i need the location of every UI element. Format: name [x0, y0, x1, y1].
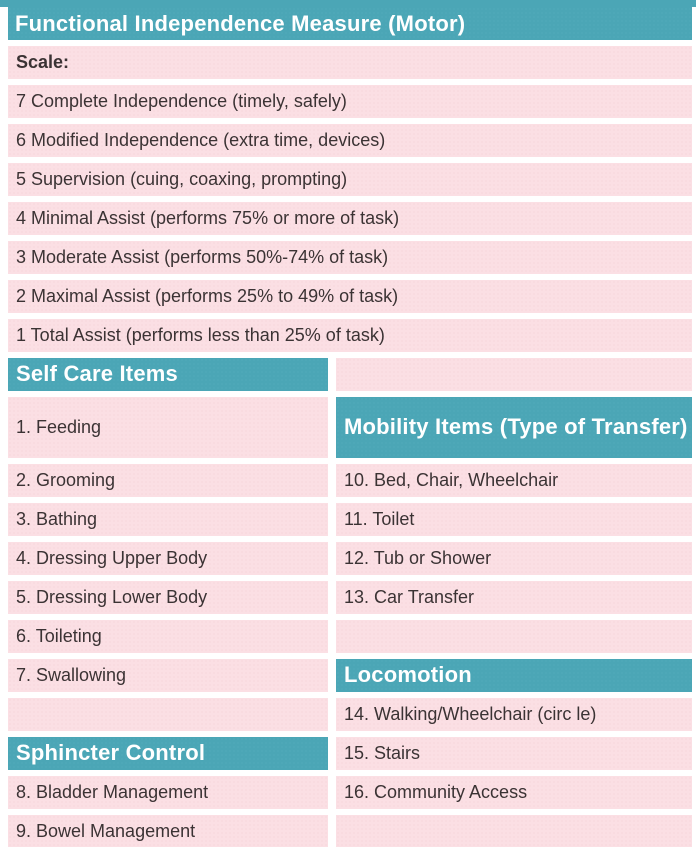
left-column	[0, 358, 328, 847]
scale-level-text: 2 Maximal Assist (performs 25% to 49% of task)	[16, 286, 399, 306]
scale-level-row-7	[8, 85, 692, 118]
item-row-feeding	[8, 397, 328, 458]
scale-level-text: 3 Moderate Assist (performs 50%-74% of task)	[16, 247, 389, 267]
section-header-text: Mobility Items (Type of Transfer)	[344, 414, 688, 440]
top-border-strip	[0, 0, 696, 7]
item-text: 4. Dressing Upper Body	[16, 548, 208, 568]
scale-label-row	[8, 46, 692, 79]
sphincter-section-header	[8, 737, 328, 770]
item-row-dressing-lower	[8, 581, 328, 614]
item-row-car-transfer	[336, 581, 692, 614]
item-row-walking-wheelchair	[336, 698, 692, 731]
items-two-column-section	[0, 358, 696, 847]
item-row-toilet-transfer	[336, 503, 692, 536]
item-text: 2. Grooming	[16, 470, 116, 490]
item-row-bed-chair-wheelchair	[336, 464, 692, 497]
item-text: 7. Swallowing	[16, 665, 127, 685]
item-text: 11. Toilet	[344, 509, 415, 529]
item-row-bowel	[8, 815, 328, 847]
item-text: 3. Bathing	[16, 509, 98, 529]
right-column	[328, 358, 696, 847]
item-row-dressing-upper	[8, 542, 328, 575]
item-text: 9. Bowel Management	[16, 821, 196, 841]
item-text: 5. Dressing Lower Body	[16, 587, 208, 607]
item-row-toileting	[8, 620, 328, 653]
item-row-bladder	[8, 776, 328, 809]
item-text: 6. Toileting	[16, 626, 102, 646]
item-row-tub-shower	[336, 542, 692, 575]
item-row-community-access	[336, 776, 692, 809]
item-text: 13. Car Transfer	[344, 587, 475, 607]
section-header-text: Sphincter Control	[16, 740, 206, 766]
locomotion-section-header	[336, 659, 692, 692]
table-title: Functional Independence Measure (Motor)	[15, 10, 466, 36]
scale-level-row-3	[8, 241, 692, 274]
scale-level-text: 5 Supervision (cuing, coaxing, prompting)	[16, 169, 348, 189]
empty-cell	[8, 698, 328, 731]
section-header-text: Self Care Items	[16, 361, 178, 387]
item-text: 12. Tub or Shower	[344, 548, 492, 568]
item-row-grooming	[8, 464, 328, 497]
scale-level-row-2	[8, 280, 692, 313]
item-text: 15. Stairs	[344, 743, 421, 763]
item-row-bathing	[8, 503, 328, 536]
item-row-swallowing	[8, 659, 328, 692]
scale-level-row-6	[8, 124, 692, 157]
item-text: 8. Bladder Management	[16, 782, 209, 802]
mobility-section-header	[336, 397, 692, 458]
scale-level-text: 4 Minimal Assist (performs 75% or more of task)	[16, 208, 400, 228]
scale-level-text: 6 Modified Independence (extra time, devices)	[16, 130, 386, 150]
item-row-stairs	[336, 737, 692, 770]
scale-level-row-4	[8, 202, 692, 235]
scale-level-text: 1 Total Assist (performs less than 25% of task)	[16, 325, 385, 345]
scale-label: Scale:	[16, 52, 70, 72]
empty-cell	[336, 815, 692, 847]
scale-level-row-1	[8, 319, 692, 352]
self-care-section-header	[8, 358, 328, 391]
item-text: 16. Community Access	[344, 782, 528, 802]
scale-level-text: 7 Complete Independence (timely, safely)	[16, 91, 347, 111]
scale-level-row-5	[8, 163, 692, 196]
item-text: 10. Bed, Chair, Wheelchair	[344, 470, 559, 490]
table-title-bar	[8, 7, 692, 40]
section-header-text: Locomotion	[344, 662, 472, 688]
item-text: 14. Walking/Wheelchair (circ le)	[344, 704, 597, 724]
empty-cell	[336, 620, 692, 653]
item-text: 1. Feeding	[16, 417, 102, 437]
empty-cell	[336, 358, 692, 391]
